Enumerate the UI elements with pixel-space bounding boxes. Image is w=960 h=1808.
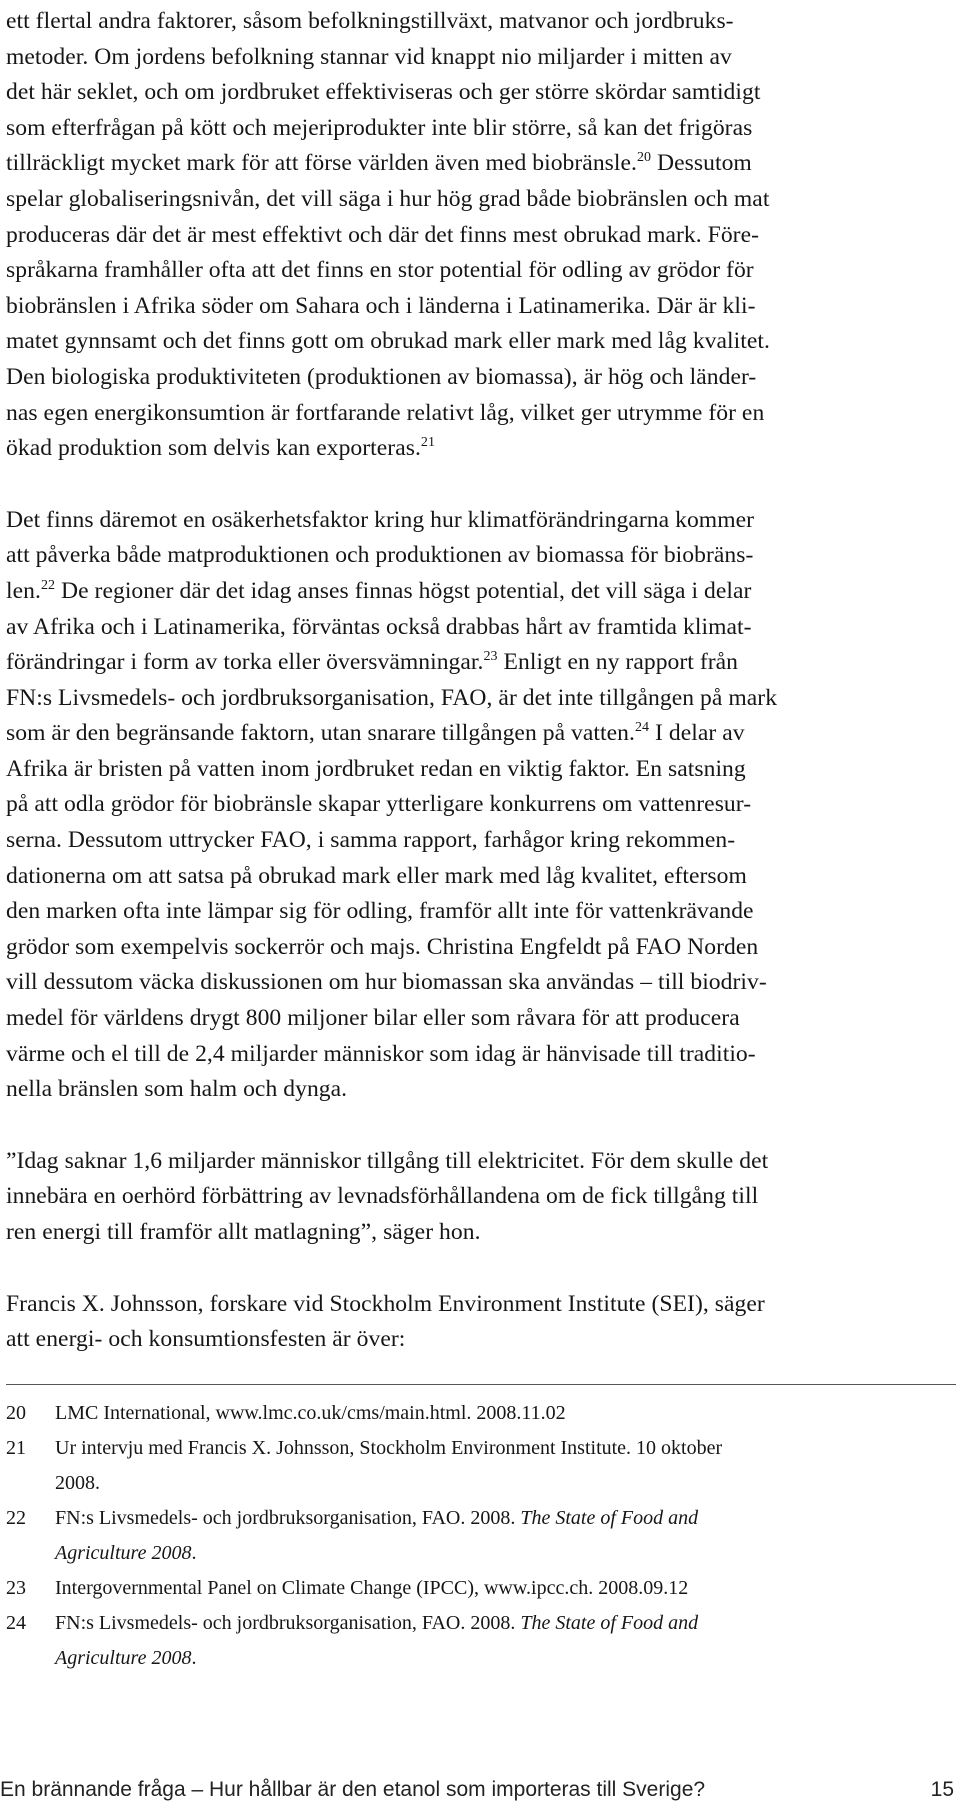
footnote-text-line: Ur intervju med Francis X. Johnsson, Stockholm Environment Institute. 10 oktober [55, 1437, 723, 1459]
footnote-text [55, 1501, 956, 1571]
footnote-source: FN:s Livsmedels- och jordbruksorganisation, FAO. 2008. [55, 1612, 521, 1634]
footnote-number: 22 [6, 1507, 26, 1529]
footnote-ref: 21 [420, 435, 436, 451]
text-line [6, 574, 956, 610]
text-line: det här seklet, och om jordbruket effektiviseras och ger större skördar samtidigt [6, 79, 761, 106]
text-line: serna. Dessutom uttrycker FAO, i samma rapport, farhågor kring rekommen- [6, 827, 736, 854]
footnote-ref: 24 [634, 720, 650, 736]
text-line: dationerna om att satsa på obrukad mark eller mark med låg kvalitet, eftersom [6, 862, 747, 889]
text-line: värme och el till de 2,4 miljarder människor som idag är hänvisade till traditio- [6, 1040, 756, 1067]
footnote-number: 23 [6, 1577, 26, 1599]
text-line [6, 716, 956, 752]
paragraph-3-quote [6, 1144, 956, 1251]
text-line: vill dessutom väcka diskussionen om hur biomassan ska användas – till biodriv- [6, 969, 767, 996]
text-span: I delar av [649, 720, 745, 747]
text-line: ren energi till framför allt matlagning”, säger hon. [6, 1219, 481, 1245]
text-line: att påverka både matproduktionen och produktionen av biomassa för biobräns- [6, 542, 754, 569]
text-line: spelar globaliseringsnivån, det vill säga i hur hög grad både biobränslen och mat [6, 185, 770, 212]
text-line: att energi- och konsumtionsfesten är över: [6, 1326, 406, 1353]
text-line: metoder. Om jordens befolkning stannar vid knappt nio miljarder i mitten av [6, 43, 732, 70]
text-line: matet gynnsamt och det finns gott om obrukad mark eller mark med låg kvalitet. [6, 328, 770, 355]
text-span: Dessutom [651, 150, 752, 177]
text-line: ett flertal andra faktorer, såsom befolkningstillväxt, matvanor och jordbruks- [6, 8, 734, 34]
text-line: Den biologiska produktiviteten (produktionen av biomassa), är hög och länder- [6, 363, 757, 390]
paragraph-1 [6, 4, 956, 467]
text-line [6, 431, 956, 467]
paragraph-gap [6, 467, 956, 503]
footnote [6, 1396, 956, 1431]
footnote-number: 24 [6, 1612, 26, 1634]
text-span: len. [6, 577, 41, 604]
footnote-publication-title: Agriculture 2008 [55, 1647, 192, 1669]
page-number: 15 [930, 1778, 954, 1801]
text-line: medel för världens drygt 800 miljoner bilar eller som råvara för att producera [6, 1005, 740, 1032]
footnote [6, 1606, 956, 1676]
paragraph-2 [6, 503, 956, 1108]
footnote-ref: 23 [483, 649, 498, 665]
footnote-text: Intergovernmental Panel on Climate Change (IPCC), www.ipcc.ch. 2008.09.12 [55, 1577, 689, 1599]
text-line: av Afrika och i Latinamerika, förväntas också drabbas hårt av framtida klimat- [6, 613, 752, 640]
text-span: De regioner där det idag anses finnas högst potential, det vill säga i delar [55, 577, 752, 604]
text-span: förändringar i form av torka eller översvämningar. [6, 649, 484, 676]
text-line: ”Idag saknar 1,6 miljarder människor tillgång till elektricitet. För dem skulle det [6, 1147, 769, 1174]
footnote [6, 1431, 956, 1501]
paragraph-4 [6, 1287, 956, 1358]
text-line [6, 146, 956, 182]
footnote-end: . [191, 1542, 197, 1564]
text-line [6, 645, 956, 681]
text-line: innebära en oerhörd förbättring av levnadsförhållandena om de fick tillgång till [6, 1183, 759, 1210]
footer-title: En brännande fråga – Hur hållbar är den etanol som importeras till Sverige? [0, 1778, 706, 1801]
body-text [6, 4, 956, 1358]
text-span: som är den begränsande faktorn, utan snarare tillgången på vatten. [6, 720, 635, 747]
text-line: biobränslen i Afrika söder om Sahara och i länderna i Latinamerika. Där är kli- [6, 292, 756, 319]
text-line: produceras där det är mest effektivt och där det finns mest obrukad mark. Före- [6, 221, 760, 248]
paragraph-gap [6, 1251, 956, 1287]
footnote-number: 21 [6, 1437, 26, 1459]
text-span: Enligt en ny rapport från [497, 649, 739, 676]
text-line: Francis X. Johnsson, forskare vid Stockholm Environment Institute (SEI), säger [6, 1290, 765, 1317]
text-line: Det finns däremot en osäkerhetsfaktor kring hur klimatförändringarna kommer [6, 506, 755, 533]
text-line: Afrika är bristen på vatten inom jordbruket redan en viktig faktor. En satsning [6, 755, 746, 782]
footnote-number: 20 [6, 1402, 26, 1424]
footnote-text [55, 1606, 956, 1676]
text-line: på att odla grödor för biobränsle skapar ytterligare konkurrens om vattenresur- [6, 791, 752, 818]
paragraph-gap [6, 1108, 956, 1144]
footnote-source: FN:s Livsmedels- och jordbruksorganisation, FAO. 2008. [55, 1507, 521, 1529]
footnote-end: . [191, 1647, 197, 1669]
text-line: FN:s Livsmedels- och jordbruksorganisation, FAO, är det inte tillgången på mark [6, 684, 778, 711]
footnote-text [55, 1431, 956, 1501]
footnote-ref: 22 [40, 577, 56, 593]
text-span: tillräckligt mycket mark för att förse världen även med biobränsle. [6, 150, 637, 177]
page-footer [0, 1776, 954, 1804]
footnote-text: LMC International, www.lmc.co.uk/cms/main.html. 2008.11.02 [55, 1402, 566, 1424]
footnote [6, 1571, 956, 1606]
footnote [6, 1501, 956, 1571]
text-line: nas egen energikonsumtion är fortfarande relativt låg, vilket ger utrymme för en [6, 399, 765, 426]
footnote-text-line: 2008. [55, 1472, 100, 1494]
footnote-ref: 20 [636, 150, 652, 166]
text-line: språkarna framhåller ofta att det finns en stor potential för odling av grödor för [6, 257, 754, 284]
footnote-divider [6, 1384, 956, 1385]
footnote-publication-title: The State of Food and [520, 1612, 699, 1634]
text-span: ökad produktion som delvis kan exporteras. [6, 435, 421, 462]
text-line: den marken ofta inte lämpar sig för odling, framför allt inte för vattenkrävande [6, 898, 754, 925]
text-line: grödor som exempelvis sockerrör och majs. Christina Engfeldt på FAO Norden [6, 933, 759, 960]
text-line: nella bränslen som halm och dynga. [6, 1076, 348, 1103]
footnotes-list [6, 1396, 956, 1676]
text-line: som efterfrågan på kött och mejeriprodukter inte blir större, så kan det frigöras [6, 114, 753, 141]
footnote-publication-title: Agriculture 2008 [55, 1542, 192, 1564]
footnote-publication-title: The State of Food and [520, 1507, 699, 1529]
